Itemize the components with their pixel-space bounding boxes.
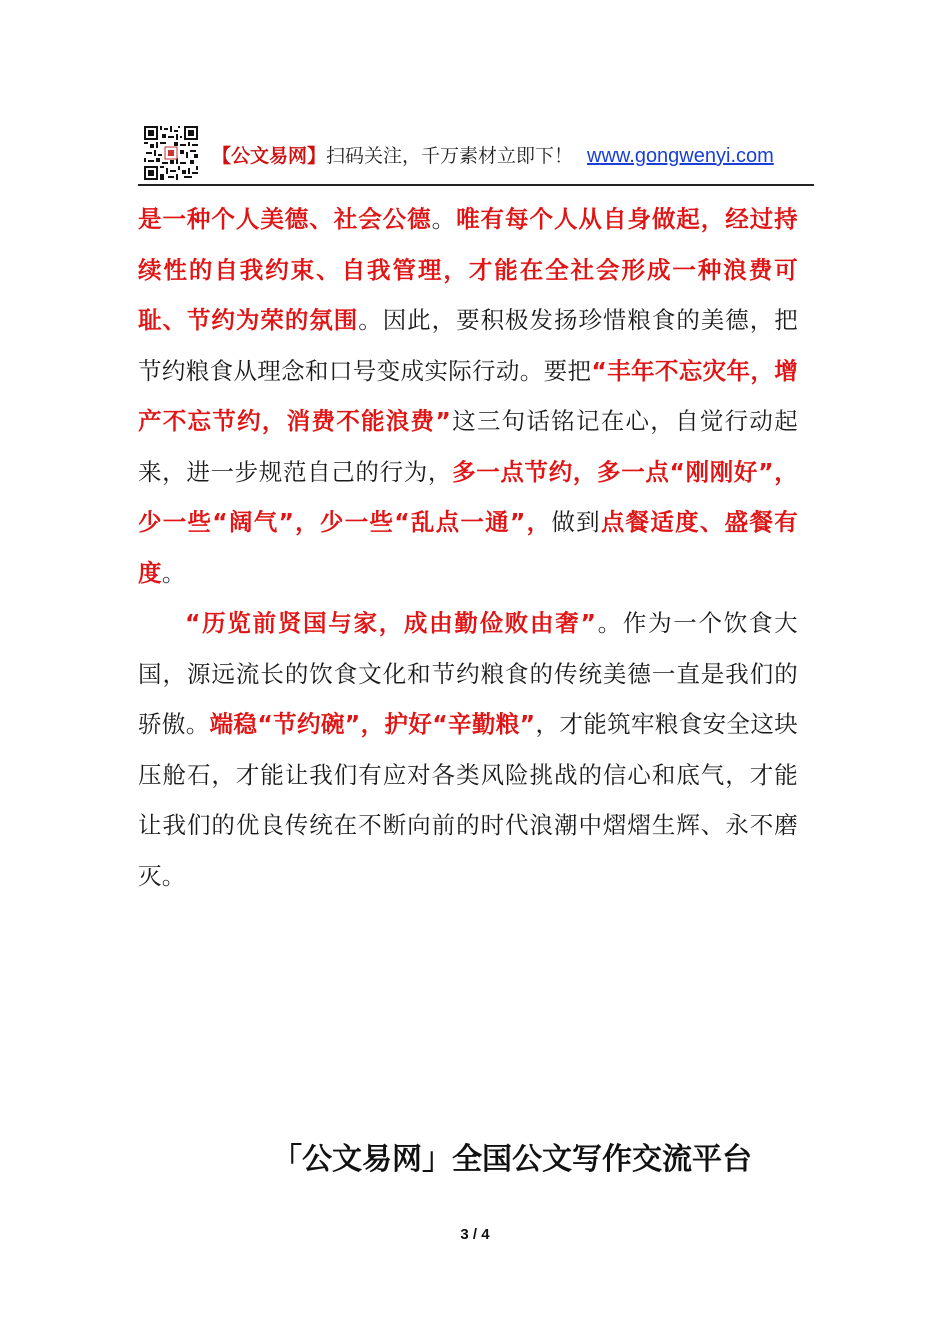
header-slogan: 扫码关注，千万素材立即下！ — [326, 145, 574, 167]
emphasis-text: 端稳“节约碗”，护好“辛勤粮” — [209, 710, 536, 738]
emphasis-text: 是一种个人美德、社会公德 — [138, 205, 432, 233]
emphasis-text: “历览前贤国与家，成由勤俭败由奢” — [185, 609, 597, 637]
emphasis-text: 点餐适度、盛餐有度 — [138, 508, 798, 587]
body-text: 。 — [431, 205, 457, 233]
qr-code-icon — [144, 126, 198, 180]
footer-title: 「公文易网」全国公文写作交流平台 — [272, 1142, 752, 1177]
body-text: 做到 — [551, 508, 601, 536]
page-header — [138, 126, 814, 186]
paragraph-1 — [138, 194, 798, 598]
body-text: ，才能筑牢粮食安全这块压舱石，才能让我们有应对各类风险挑战的信心和底气，才能让我们的优良传统在不断向前的时代浪潮中熠熠生辉、永不磨灭。 — [138, 710, 798, 890]
page-number: 3 / 4 — [460, 1226, 490, 1243]
emphasis-text: 多一点节约，多一点“刚刚好”，少一些“阔气”，少一些“乱点一通”， — [138, 457, 798, 536]
body-text: 这三句话铭记在心，自觉行动起来，进一步规范自己的行为， — [138, 407, 798, 486]
body-text: 。作为一个饮食大国，源远流长的饮食文化和节约粮食的传统美德一直是我们的骄傲。 — [138, 609, 798, 738]
document-body — [138, 194, 798, 901]
emphasis-text: 唯有每个人从自身做起，经过持续性的自我约束、自我管理，才能在全社会形成一种浪费可耻、节约为荣的氛围 — [138, 205, 798, 334]
header-banner — [212, 141, 774, 168]
emphasis-text: “丰年不忘灾年，增产不忘节约，消费不能浪费” — [138, 356, 798, 435]
paragraph-2 — [138, 598, 798, 901]
body-text: 。因此，要积极发扬珍惜粮食的美德，把节约粮食从理念和口号变成实际行动。要把 — [138, 306, 799, 385]
website-link[interactable]: www.gongwenyi.com — [587, 145, 774, 167]
brand-label: 【公文易网】 — [212, 145, 327, 167]
body-text: 。 — [161, 558, 186, 587]
